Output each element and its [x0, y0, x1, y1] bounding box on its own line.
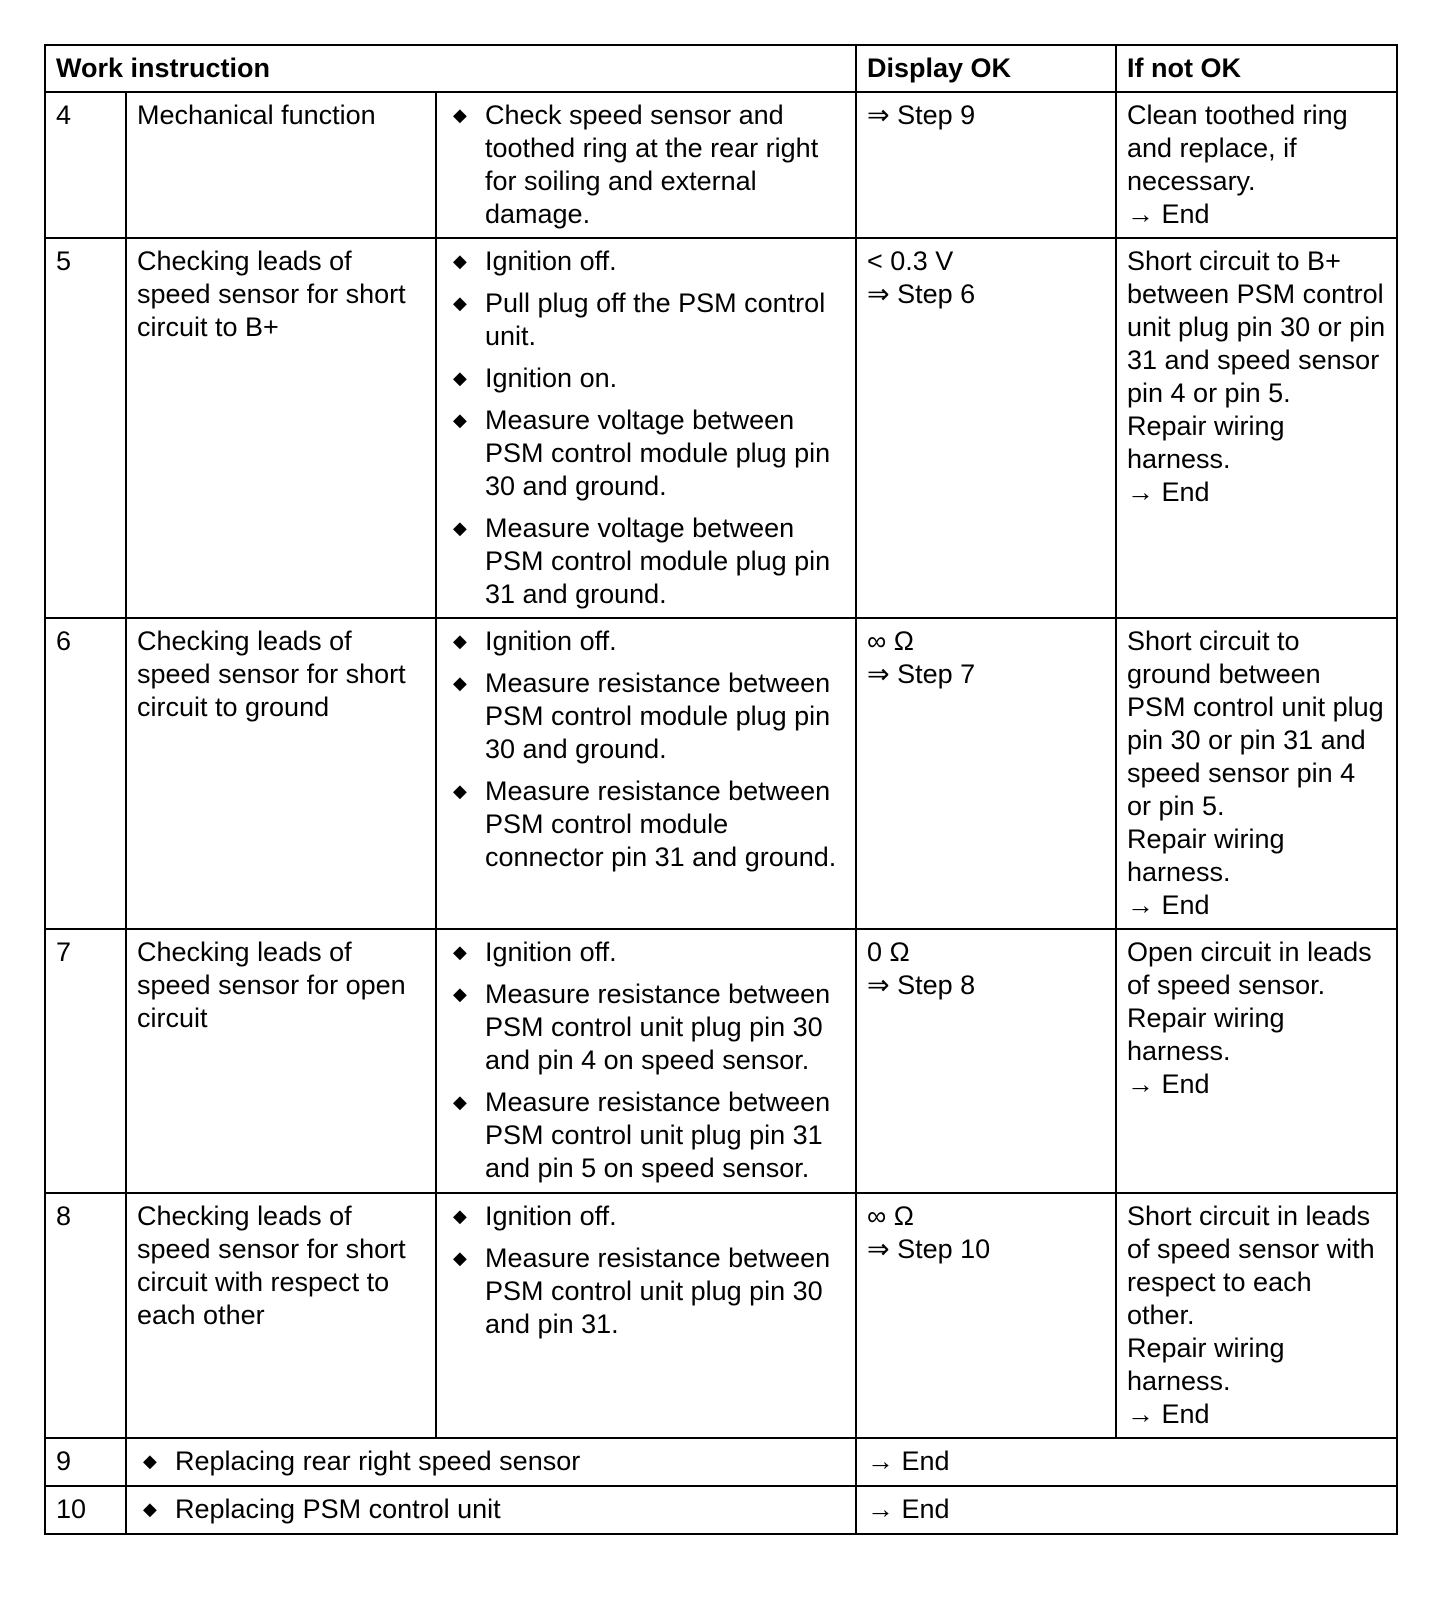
instruction-list: [447, 99, 845, 231]
if-not-ok-text: → End: [1127, 199, 1210, 229]
diamond-bullet-icon: ◆: [453, 942, 467, 962]
instruction-text: Ignition off.: [485, 1201, 617, 1231]
instruction-text: Measure resistance between PSM control unit plug pin 31 and pin 5 on speed sensor.: [485, 1087, 831, 1183]
header-if-not-ok: If not OK: [1116, 45, 1397, 92]
instruction-text: Ignition off.: [485, 937, 617, 967]
instruction-text: Check speed sensor and toothed ring at the rear right for soiling and external damage.: [485, 100, 819, 229]
display-ok-value: ⇒ Step 8: [867, 970, 976, 1000]
table-row: [45, 929, 1397, 1193]
instruction-item: [447, 936, 845, 969]
display-ok-value: < 0.3 V: [867, 246, 954, 276]
if-not-ok-text: Open circuit in leads of speed sensor.: [1127, 937, 1372, 1000]
display-ok-cell: [856, 92, 1116, 238]
step-instructions: [436, 92, 856, 238]
display-ok-cell: [856, 1193, 1116, 1438]
instruction-text: Replacing PSM control unit: [175, 1494, 501, 1524]
if-not-ok-text: → End: [1127, 890, 1210, 920]
if-not-ok-text: Repair wiring harness.: [1127, 1333, 1285, 1396]
if-not-ok-text: Short circuit to ground between PSM control unit plug pin 30 or pin 31 and speed sensor pin 4 or pin 5.: [1127, 626, 1384, 821]
diamond-bullet-icon: ◆: [453, 410, 467, 430]
step-number: 4: [45, 92, 126, 238]
table-body: [45, 92, 1397, 1534]
step-number: 6: [45, 618, 126, 929]
display-ok-value: ∞ Ω: [867, 1201, 914, 1231]
instruction-item: [447, 1200, 845, 1233]
instruction-text: Measure resistance between PSM control module connector pin 31 and ground.: [485, 776, 837, 872]
instruction-text: Measure resistance between PSM control unit plug pin 30 and pin 4 on speed sensor.: [485, 979, 831, 1075]
instruction-text: Pull plug off the PSM control unit.: [485, 288, 826, 351]
table-row: [45, 1438, 1397, 1486]
table-row: [45, 92, 1397, 238]
table-row: [45, 238, 1397, 618]
final-instruction: [126, 1486, 856, 1534]
step-instructions: [436, 618, 856, 929]
instruction-text: Ignition off.: [485, 246, 617, 276]
instruction-text: Measure resistance between PSM control unit plug pin 30 and pin 31.: [485, 1243, 831, 1339]
instruction-list: [447, 936, 845, 1185]
instruction-text: Ignition on.: [485, 363, 618, 393]
display-ok-value: ⇒ Step 9: [867, 100, 976, 130]
instruction-text: Measure resistance between PSM control module plug pin 30 and ground.: [485, 668, 831, 764]
if-not-ok-cell: [1116, 929, 1397, 1193]
instruction-list: [447, 1200, 845, 1341]
instruction-text: Replacing rear right speed sensor: [175, 1446, 581, 1476]
display-ok-cell: [856, 929, 1116, 1193]
instruction-item: [447, 245, 845, 278]
instruction-item: [447, 362, 845, 395]
header-work-instruction: Work instruction: [45, 45, 856, 92]
diamond-bullet-icon: ◆: [453, 673, 467, 693]
diamond-bullet-icon: ◆: [453, 105, 467, 125]
step-number: 7: [45, 929, 126, 1193]
step-number: 8: [45, 1193, 126, 1438]
if-not-ok-text: Short circuit to B+ between PSM control unit plug pin 30 or pin 31 and speed sensor pin 4 or pin 5.: [1127, 246, 1386, 408]
diamond-bullet-icon: ◆: [453, 781, 467, 801]
step-title: Checking leads of speed sensor for short circuit to ground: [126, 618, 436, 929]
diamond-bullet-icon: ◆: [453, 293, 467, 313]
diamond-bullet-icon: ◆: [453, 368, 467, 388]
diamond-bullet-icon: ◆: [453, 1092, 467, 1112]
instruction-item: [447, 404, 845, 503]
diamond-bullet-icon: ◆: [143, 1451, 157, 1471]
instruction-text: Measure voltage between PSM control module plug pin 30 and ground.: [485, 405, 831, 501]
diamond-bullet-icon: ◆: [453, 251, 467, 271]
if-not-ok-cell: [1116, 238, 1397, 618]
step-number: 9: [45, 1438, 126, 1486]
instruction-list: [447, 625, 845, 874]
if-not-ok-text: Repair wiring harness.: [1127, 411, 1285, 474]
instruction-item: [447, 1086, 845, 1185]
header-display-ok: Display OK: [856, 45, 1116, 92]
if-not-ok-text: Repair wiring harness.: [1127, 824, 1285, 887]
step-instructions: [436, 238, 856, 618]
diamond-bullet-icon: ◆: [453, 518, 467, 538]
final-result: → End: [856, 1486, 1397, 1534]
diamond-bullet-icon: ◆: [453, 984, 467, 1004]
table-header-row: [45, 45, 1397, 92]
instruction-text: Measure voltage between PSM control module plug pin 31 and ground.: [485, 513, 831, 609]
display-ok-cell: [856, 238, 1116, 618]
final-result: → End: [856, 1438, 1397, 1486]
step-title: Checking leads of speed sensor for open circuit: [126, 929, 436, 1193]
instruction-item: [447, 775, 845, 874]
diamond-bullet-icon: ◆: [453, 1248, 467, 1268]
if-not-ok-text: → End: [1127, 1399, 1210, 1429]
step-title: Checking leads of speed sensor for short circuit to B+: [126, 238, 436, 618]
instruction-list: [447, 245, 845, 611]
diamond-bullet-icon: ◆: [453, 631, 467, 651]
instruction-item: [447, 287, 845, 353]
table-row: [45, 618, 1397, 929]
work-instruction-table: [44, 44, 1398, 1535]
display-ok-value: ⇒ Step 10: [867, 1234, 991, 1264]
diamond-bullet-icon: ◆: [143, 1499, 157, 1519]
if-not-ok-text: Short circuit in leads of speed sensor with respect to each other.: [1127, 1201, 1375, 1330]
display-ok-value: ∞ Ω: [867, 626, 914, 656]
diamond-bullet-icon: ◆: [453, 1206, 467, 1226]
instruction-text: Ignition off.: [485, 626, 617, 656]
step-number: 5: [45, 238, 126, 618]
if-not-ok-cell: [1116, 1193, 1397, 1438]
if-not-ok-text: Repair wiring harness.: [1127, 1003, 1285, 1066]
display-ok-value: ⇒ Step 6: [867, 279, 976, 309]
if-not-ok-cell: [1116, 618, 1397, 929]
step-instructions: [436, 1193, 856, 1438]
step-number: 10: [45, 1486, 126, 1534]
final-instruction: [126, 1438, 856, 1486]
instruction-item: [447, 99, 845, 231]
if-not-ok-text: → End: [1127, 477, 1210, 507]
step-title: Mechanical function: [126, 92, 436, 238]
instruction-item: [447, 512, 845, 611]
instruction-item: [447, 978, 845, 1077]
display-ok-cell: [856, 618, 1116, 929]
if-not-ok-text: → End: [1127, 1069, 1210, 1099]
step-title: Checking leads of speed sensor for short circuit with respect to each other: [126, 1193, 436, 1438]
instruction-item: [447, 667, 845, 766]
display-ok-value: 0 Ω: [867, 937, 910, 967]
table-row: [45, 1486, 1397, 1534]
if-not-ok-cell: [1116, 92, 1397, 238]
instruction-item: [447, 625, 845, 658]
step-instructions: [436, 929, 856, 1193]
instruction-item: [447, 1242, 845, 1341]
display-ok-value: ⇒ Step 7: [867, 659, 976, 689]
if-not-ok-text: Clean toothed ring and replace, if necessary.: [1127, 100, 1348, 196]
table-row: [45, 1193, 1397, 1438]
